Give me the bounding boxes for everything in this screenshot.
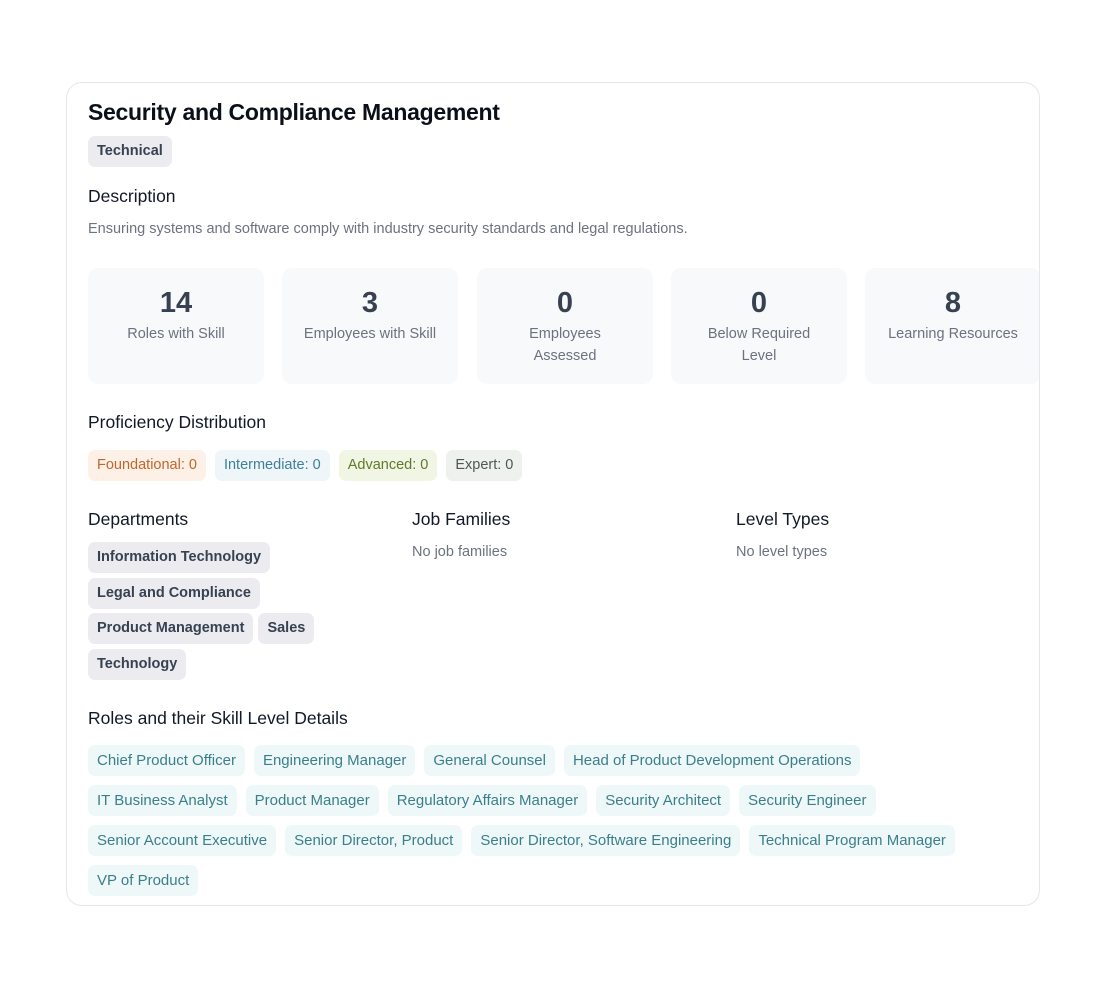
departments-heading: Departments: [88, 509, 189, 529]
departments-list: [88, 542, 328, 684]
proficiency-distribution: [88, 450, 522, 481]
stat-label: Employees Assessed: [529, 326, 601, 364]
skill-title: Security and Compliance Management: [88, 99, 500, 125]
skill-type-badge: Technical: [88, 136, 172, 167]
role-tag[interactable]: Engineering Manager: [254, 745, 415, 776]
role-tag[interactable]: General Counsel: [424, 745, 555, 776]
stat-card-roles: [88, 268, 264, 384]
department-tag: Sales: [258, 613, 314, 644]
description-heading: Description: [88, 186, 176, 206]
role-tag[interactable]: Security Architect: [596, 785, 730, 816]
proficiency-heading: Proficiency Distribution: [88, 412, 266, 432]
department-tag: Legal and Compliance: [88, 578, 260, 609]
role-tag[interactable]: Technical Program Manager: [749, 825, 955, 856]
foundational-badge: Foundational: 0: [88, 450, 206, 481]
role-tag[interactable]: Head of Product Development Operations: [564, 745, 861, 776]
expert-badge: Expert: 0: [446, 450, 522, 481]
roles-list: [88, 745, 1018, 905]
role-tag[interactable]: Regulatory Affairs Manager: [388, 785, 588, 816]
intermediate-badge: Intermediate: 0: [215, 450, 330, 481]
stat-card-employees: [282, 268, 458, 384]
stats-row: [88, 268, 1040, 384]
department-tag: Product Management: [88, 613, 253, 644]
stat-value: 0: [556, 287, 574, 319]
role-tag[interactable]: IT Business Analyst: [88, 785, 237, 816]
stat-label: Learning Resources: [888, 326, 1018, 342]
stat-label: Roles with Skill: [127, 326, 225, 342]
description-text: Ensuring systems and software comply with industry security standards and legal regulations.: [88, 221, 688, 237]
level-types-empty: No level types: [736, 544, 828, 560]
skill-detail-card: [66, 82, 1040, 906]
role-tag[interactable]: Security Engineer: [739, 785, 875, 816]
stat-value: 3: [361, 287, 379, 319]
level-types-heading: Level Types: [736, 509, 830, 529]
stat-value: 8: [944, 287, 962, 319]
role-tag[interactable]: Product Manager: [246, 785, 379, 816]
advanced-badge: Advanced: 0: [339, 450, 438, 481]
job-families-heading: Job Families: [412, 509, 511, 529]
stat-value: 14: [159, 287, 193, 319]
role-tag[interactable]: Senior Director, Software Engineering: [471, 825, 740, 856]
stat-value: 0: [750, 287, 768, 319]
stat-card-learning: [865, 268, 1040, 384]
role-tag[interactable]: Senior Director, Product: [285, 825, 462, 856]
department-tag: Technology: [88, 649, 186, 680]
role-tag[interactable]: VP of Product: [88, 865, 198, 896]
role-tag[interactable]: Senior Account Executive: [88, 825, 276, 856]
role-tag[interactable]: Chief Product Officer: [88, 745, 245, 776]
roles-heading: Roles and their Skill Level Details: [88, 708, 348, 728]
job-families-empty: No job families: [412, 544, 508, 560]
stat-label: Below Required Level: [707, 326, 811, 364]
stat-card-below-level: [671, 268, 847, 384]
department-tag: Information Technology: [88, 542, 270, 573]
stat-label: Employees with Skill: [303, 326, 437, 342]
stat-card-assessed: [477, 268, 653, 384]
